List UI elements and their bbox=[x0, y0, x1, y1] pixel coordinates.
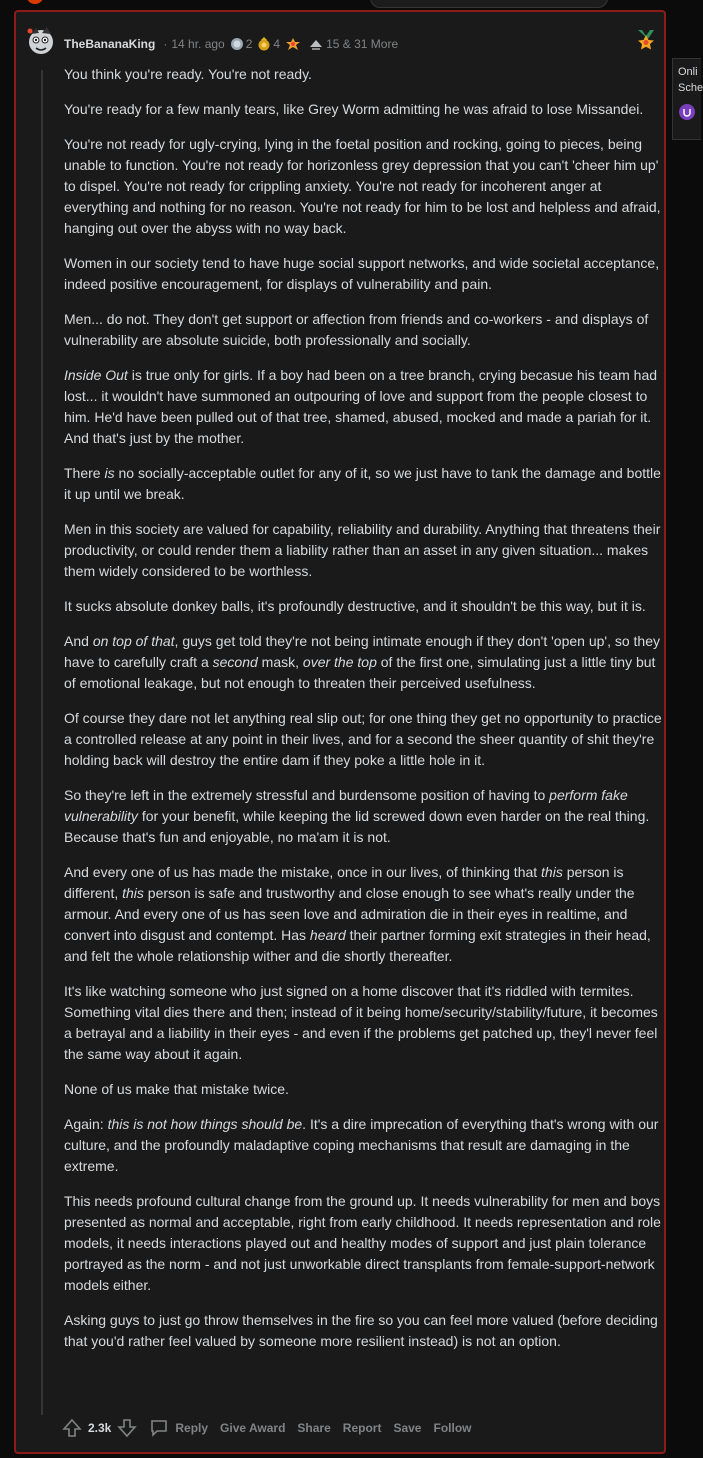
paragraph-text: None of us make that mistake twice. bbox=[64, 1081, 289, 1097]
paragraph-text: is true only for girls. If a boy had been on a tree branch, crying becasue his team had lost... it wouldn't have summoned an outpouring of love and support from the people closest to him. He'd have been pulled out of that tree, shamed, abused, mocked and made a pariah for it. And that's just by the mother. bbox=[64, 367, 658, 446]
comment-paragraph bbox=[64, 981, 664, 1065]
reply-icon bbox=[149, 1418, 169, 1438]
top-notification-dot bbox=[27, 0, 43, 4]
thread-line[interactable] bbox=[41, 70, 43, 1415]
paragraph-text: Men... do not. They don't get support or affection from friends and co-workers - and displays of vulnerability are absolute suicide, both professionally and socially. bbox=[64, 311, 649, 348]
comment-paragraph bbox=[64, 862, 664, 967]
top-right-award-icon[interactable] bbox=[634, 28, 658, 57]
comment-paragraph bbox=[64, 64, 664, 85]
comment-meta bbox=[64, 37, 398, 51]
award-silver[interactable] bbox=[230, 37, 253, 51]
comment-actions bbox=[62, 1418, 471, 1438]
save-button[interactable]: Save bbox=[393, 1421, 422, 1435]
award-helpful[interactable] bbox=[308, 37, 398, 51]
share-button[interactable]: Share bbox=[297, 1421, 331, 1435]
comment-paragraph bbox=[64, 1114, 664, 1177]
paragraph-text: , guys get told they're not being intimate enough if they don't 'open up', so they have to carefully craft a bbox=[64, 633, 661, 670]
comment-paragraph bbox=[64, 134, 664, 239]
paragraph-text: Men in this society are valued for capability, reliability and durability. Anything that threatens their productivity, or could render them a liability rather than an asset in any given situation... makes them widely considered to be worthless. bbox=[64, 521, 661, 579]
paragraph-text: . It's a dire imprecation of everything that's wrong with our culture, and the profoundly maladaptive coping mechanisms that result are damaging in the extreme. bbox=[64, 1116, 659, 1174]
paragraph-text: Again: bbox=[64, 1116, 108, 1132]
award-wholesome[interactable] bbox=[285, 37, 303, 51]
comment-paragraph bbox=[64, 519, 664, 582]
scrollbar[interactable] bbox=[688, 140, 698, 1450]
sidebar-text-1: Onli bbox=[678, 66, 698, 78]
paragraph-text: mask, bbox=[257, 654, 303, 670]
italic-text: second bbox=[212, 654, 258, 670]
user-avatar[interactable] bbox=[26, 26, 56, 56]
reply-button[interactable] bbox=[149, 1418, 208, 1438]
paragraph-text: Women in our society tend to have huge social support networks, and wide societal acceptance, indeed positive encouragement, for displays of vulnerability and pain. bbox=[64, 255, 660, 292]
italic-text: heard bbox=[309, 927, 346, 943]
downvote-icon[interactable] bbox=[117, 1418, 137, 1438]
italic-text: perform fake vulnerability bbox=[64, 787, 628, 824]
comment-paragraph bbox=[64, 708, 664, 771]
paragraph-text: no socially-acceptable outlet for any of it, so we just have to tank the damage and bottle it up until we break. bbox=[64, 465, 661, 502]
username-link[interactable]: TheBananaKing bbox=[64, 37, 156, 51]
italic-text: this is not how things should be bbox=[107, 1116, 303, 1132]
wholesome-award-icon bbox=[285, 37, 301, 51]
paragraph-text: Of course they dare not let anything real slip out; for one thing they get no opportunity to practice a controlled release at any point in their lives, and for a second the sheer quantity of shit they're holding back will destroy the entire dam if they poke a little hole in it. bbox=[64, 710, 662, 768]
comment-timestamp[interactable]: 14 hr. ago bbox=[171, 37, 225, 51]
comment-paragraph bbox=[64, 631, 664, 694]
paragraph-text: You're not ready for ugly-crying, lying in the foetal position and rocking, going to pieces, being unable to function. You're not ready for horizonless grey depression that you can't 'cheer him up' to dispel. You're not ready for crippling anxiety. You're not ready for incoherent anger at everything and nothing for no reason. You're not ready for him to be lost and helpless and afraid, hanging out over the abyss with no way back. bbox=[64, 136, 661, 236]
comment-body bbox=[64, 64, 664, 1366]
comment-paragraph bbox=[64, 596, 664, 617]
italic-text: Inside Out bbox=[64, 367, 128, 383]
paragraph-text: This needs profound cultural change from the ground up. It needs vulnerability for men and boys presented as normal and acceptable, right from early childhood. It needs representation and role models, it needs interactions played out and healthy modes of support and just plain tolerance portrayed as the norm - and not just unworkable direct transplants from female-support-network models either. bbox=[64, 1193, 661, 1293]
italic-text: over the top bbox=[302, 654, 377, 670]
paragraph-text: There bbox=[64, 465, 105, 481]
top-search-bar[interactable] bbox=[370, 0, 608, 8]
meta-separator: · bbox=[163, 37, 168, 51]
comment-paragraph bbox=[64, 1079, 664, 1100]
italic-text: is bbox=[104, 465, 115, 481]
helpful-award-icon bbox=[308, 37, 324, 51]
paragraph-text: their partner forming exit strategies in their head, and felt the whole relationship wither and die shortly thereafter. bbox=[64, 927, 651, 964]
italic-text: on top of that bbox=[92, 633, 175, 649]
paragraph-text: And bbox=[64, 633, 93, 649]
gold-award-icon bbox=[257, 37, 271, 51]
comment-paragraph bbox=[64, 99, 664, 120]
paragraph-text: of the first one, simulating just a little tiny but of emotional leakage, but not enough to threaten their perceived usefulness. bbox=[64, 654, 656, 691]
award-count: 4 bbox=[273, 37, 281, 51]
award-more-count: 15 & 31 More bbox=[326, 37, 399, 51]
report-button[interactable]: Report bbox=[342, 1421, 382, 1435]
paragraph-text: It's like watching someone who just signed on a home discover that it's riddled with termites. Something vital dies there and then; instead of it being home/security/stability/future, it becomes a betrayal and a liability in their eyes - and even if the problems get patched up, they'l never feel the same way about it again. bbox=[64, 983, 658, 1062]
award-gold[interactable] bbox=[257, 37, 280, 51]
comment-paragraph bbox=[64, 1310, 664, 1352]
comment-paragraph bbox=[64, 365, 664, 449]
paragraph-text: for your benefit, while keeping the lid screwed down even harder on the real thing. Because that's fun and enjoyable, no ma'am it is not. bbox=[64, 808, 650, 845]
silver-award-icon bbox=[230, 37, 244, 51]
italic-text: this bbox=[541, 864, 563, 880]
paragraph-text: person is safe and trustworthy and close enough to see what's really under the armour. And every one of us has seen love and admiration die in their eyes in realtime, and convert into disgust and contempt. Has bbox=[64, 885, 635, 943]
paragraph-text: It sucks absolute donkey balls, it's profoundly destructive, and it shouldn't be this way, but it is. bbox=[64, 598, 646, 614]
follow-button[interactable]: Follow bbox=[433, 1421, 472, 1435]
paragraph-text: And every one of us has made the mistake, once in our lives, of thinking that bbox=[64, 864, 542, 880]
vote-controls bbox=[62, 1418, 137, 1438]
comment-card bbox=[14, 10, 666, 1454]
upvote-icon[interactable] bbox=[62, 1418, 82, 1438]
paragraph-text: Asking guys to just go throw themselves in the fire so you can feel more valued (before deciding that you'd rather feel valued by someone more resilient instead) is not an option. bbox=[64, 1312, 658, 1349]
paragraph-text: person is different, bbox=[64, 864, 624, 901]
paragraph-text: You think you're ready. You're not ready. bbox=[64, 66, 312, 82]
comment-paragraph bbox=[64, 253, 664, 295]
sidebar-text-2: Sche bbox=[678, 82, 703, 94]
comment-paragraph bbox=[64, 1191, 664, 1296]
sidebar-badge-icon[interactable] bbox=[679, 104, 695, 120]
comment-paragraph bbox=[64, 785, 664, 848]
italic-text: this bbox=[122, 885, 144, 901]
award-count: 2 bbox=[245, 37, 253, 51]
paragraph-text: You're ready for a few manly tears, like Grey Worm admitting he was afraid to lose Missandei. bbox=[64, 101, 644, 117]
give-award-button[interactable]: Give Award bbox=[220, 1421, 286, 1435]
reply-label: Reply bbox=[175, 1421, 209, 1435]
comment-paragraph bbox=[64, 309, 664, 351]
vote-score: 2.3k bbox=[88, 1421, 112, 1435]
comment-paragraph bbox=[64, 463, 664, 505]
paragraph-text: So they're left in the extremely stressful and burdensome position of having to bbox=[64, 787, 550, 803]
